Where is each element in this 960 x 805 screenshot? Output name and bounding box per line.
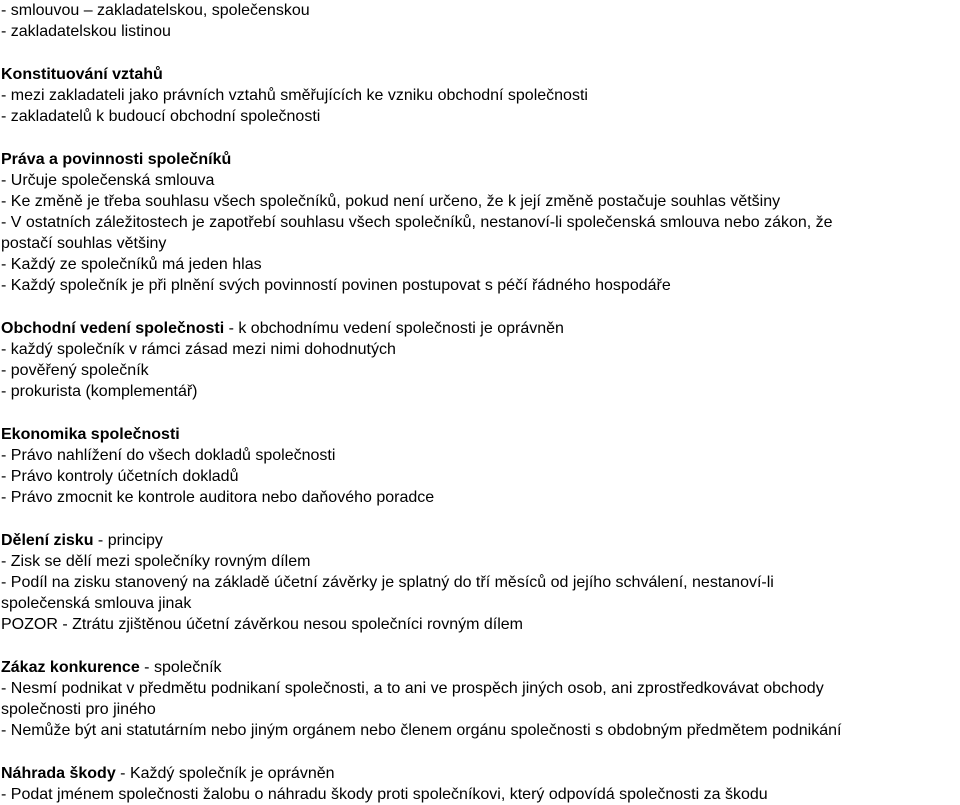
text-line: - Každý ze společníků má jeden hlas <box>1 256 262 273</box>
paragraph-gap <box>1 296 960 318</box>
text-line: - Ke změně je třeba souhlasu všech společníků, pokud není určeno, že k její změně postačuje souhlas většiny <box>1 193 781 210</box>
text-line: - Podat jménem společnosti žalobu o náhradu škody proti společníkovi, který odpovídá společnosti za škodu <box>1 786 768 803</box>
text-line: POZOR - Ztrátu zjištěnou účetní závěrkou nesou společníci rovným dílem <box>1 616 523 633</box>
section-heading: Práva a povinnosti společníků <box>1 151 232 168</box>
section-heading-line <box>1 657 960 678</box>
section-heading-line <box>1 530 960 551</box>
section-heading: Ekonomika společnosti <box>1 426 180 443</box>
section-heading-rest: - Každý společník je oprávněn <box>115 765 335 782</box>
paragraph-gap <box>1 127 960 149</box>
section-heading: Náhrada škody <box>1 765 116 782</box>
section-heading-rest: - principy <box>93 532 163 549</box>
section-heading: Dělení zisku <box>1 532 94 549</box>
text-line: - V ostatních záležitostech je zapotřebí souhlasu všech společníků, nestanoví-li společenská smlouva nebo zákon, že <box>1 214 833 231</box>
text-line: společnosti pro jiného <box>1 701 156 718</box>
section-heading-line <box>1 318 960 339</box>
paragraph-gap <box>1 402 960 424</box>
text-line: - Podíl na zisku stanovený na základě účetní závěrky je splatný do tří měsíců od jejího schválení, nestanoví-li <box>1 574 774 591</box>
text-line: - prokurista (komplementář) <box>1 383 198 400</box>
section-heading-rest: - společník <box>139 659 222 676</box>
section-heading-rest: - k obchodnímu vedení společnosti je oprávněn <box>224 320 564 337</box>
paragraph-gap <box>1 741 960 763</box>
paragraph-gap <box>1 508 960 530</box>
section-heading: Obchodní vedení společnosti <box>1 320 225 337</box>
text-line: - zakladatelů k budoucí obchodní společnosti <box>1 108 321 125</box>
section-zakaz <box>1 657 960 741</box>
text-line: - Nesmí podnikat v předmětu podnikaní společnosti, a to ani ve prospěch jiných osob, ani zprostředkovávat obchody <box>1 680 824 697</box>
paragraph-gap <box>1 42 960 64</box>
section-deleni <box>1 530 960 635</box>
section-vedeni <box>1 318 960 402</box>
text-line: - Určuje společenská smlouva <box>1 172 215 189</box>
text-line: - Každý společník je při plnění svých povinností povinen postupovat s péčí řádného hospodáře <box>1 277 671 294</box>
text-line: společenská smlouva jinak <box>1 595 192 612</box>
text-line: - zakladatelskou listinou <box>1 23 171 40</box>
text-line: - mezi zakladateli jako právních vztahů směřujících ke vzniku obchodní společnosti <box>1 87 588 104</box>
text-line: - Právo kontroly účetních dokladů <box>1 468 239 485</box>
text-line: - Právo nahlížení do všech dokladů společnosti <box>1 447 336 464</box>
text-line: - pověřený společník <box>1 362 149 379</box>
text-line: - Právo zmocnit ke kontrole auditora nebo daňového poradce <box>1 489 435 506</box>
text-line: - Nemůže být ani statutárním nebo jiným orgánem nebo členem orgánu společnosti s obdobným předmětem podnikání <box>1 722 842 739</box>
section-prava <box>1 149 960 296</box>
section-heading-line <box>1 763 960 784</box>
text-line: postačí souhlas většiny <box>1 235 167 252</box>
section-konstituovani <box>1 64 960 127</box>
paragraph-gap <box>1 635 960 657</box>
section-heading: Konstituování vztahů <box>1 66 163 83</box>
section-heading: Zákaz konkurence <box>1 659 140 676</box>
section-ekonomika <box>1 424 960 508</box>
text-line: - každý společník v rámci zásad mezi nimi dohodnutých <box>1 341 396 358</box>
text-line: - Zisk se dělí mezi společníky rovným dílem <box>1 553 311 570</box>
section-intro <box>1 0 960 42</box>
text-line: - smlouvou – zakladatelskou, společenskou <box>1 2 310 19</box>
